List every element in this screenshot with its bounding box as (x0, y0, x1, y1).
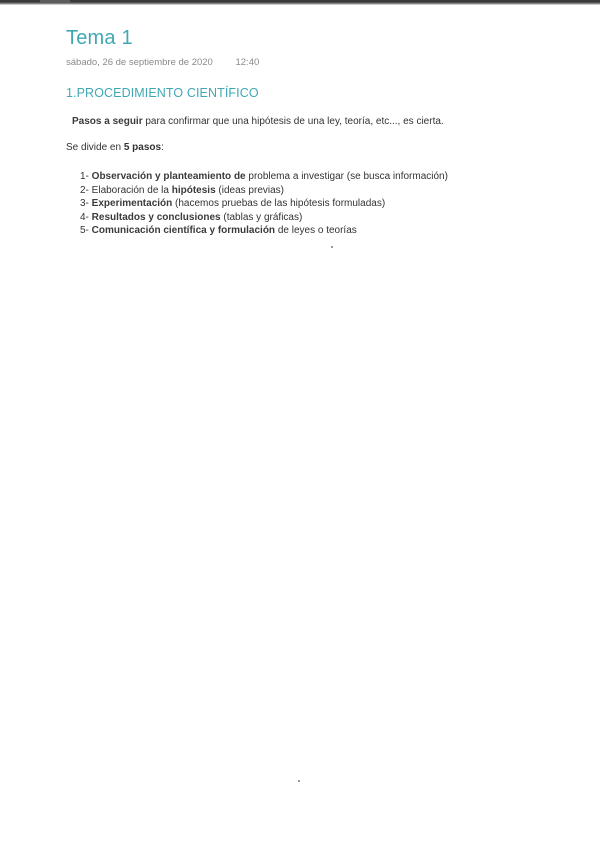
step-bold: hipótesis (171, 184, 216, 196)
intro-bold-text: Pasos a seguir (72, 116, 143, 127)
page-title: Tema 1 (66, 27, 133, 49)
note-date: sábado, 26 de septiembre de 2020 (66, 57, 213, 68)
steps-list (80, 170, 448, 238)
step-pre: Elaboración de la (91, 184, 172, 196)
section-heading: 1.PROCEDIMIENTO CIENTÍFICO (66, 86, 259, 100)
step-text: (tablas y gráficas) (220, 211, 303, 223)
scan-speck (298, 780, 300, 782)
scan-speck (331, 246, 333, 248)
list-item (80, 224, 448, 238)
step-text: (ideas previas) (215, 184, 284, 196)
step-text: de leyes o teorías (275, 225, 357, 236)
steps-intro-bold: 5 pasos (123, 142, 162, 153)
list-item (80, 170, 448, 184)
list-item (80, 211, 448, 225)
list-item (80, 184, 448, 198)
step-text: problema a investigar (se busca información) (245, 171, 448, 182)
note-time: 12:40 (235, 57, 260, 68)
intro-text: para confirmar que una hipótesis de una ley, teoría, etc..., es cierta. (142, 116, 444, 127)
steps-intro-prefix: Se divide en (66, 142, 124, 153)
step-bold: Resultados y conclusiones (91, 211, 221, 223)
step-bold: Observación y planteamiento de (91, 171, 246, 182)
list-item (80, 197, 448, 211)
intro-paragraph (72, 116, 444, 127)
step-text: (hacemos pruebas de las hipótesis formuladas) (172, 198, 386, 209)
step-number: 5- (80, 225, 92, 236)
note-timestamp (66, 57, 259, 68)
step-number: 1- (80, 171, 92, 182)
step-number: 3- (80, 198, 92, 209)
step-bold: Comunicación científica y formulación (91, 225, 276, 236)
step-number: 2- (80, 184, 92, 196)
step-number: 4- (80, 211, 92, 223)
steps-intro-suffix: : (161, 142, 164, 153)
steps-intro (66, 142, 164, 153)
step-bold: Experimentación (91, 198, 173, 209)
